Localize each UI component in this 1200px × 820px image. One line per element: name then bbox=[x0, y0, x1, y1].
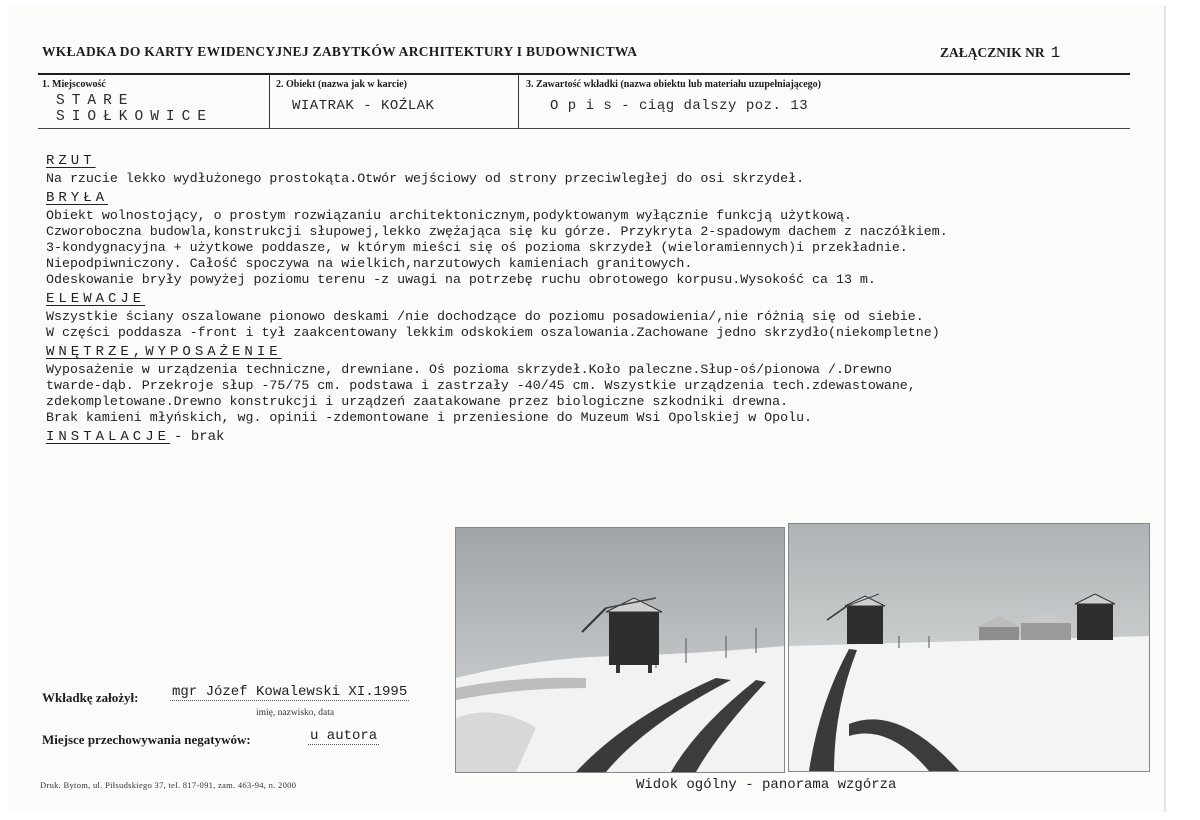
photo-windmill-right-image bbox=[789, 524, 1149, 771]
founder-label: Wkładkę założył: bbox=[42, 690, 139, 705]
section-title-wnetrze: WNĘTRZE,WYPOSAŻENIE bbox=[46, 344, 282, 360]
field-separator bbox=[518, 74, 519, 128]
locality-line-2: SIOŁKOWICE bbox=[56, 109, 214, 125]
field-separator bbox=[269, 74, 270, 128]
section-title-instalacje: INSTALACJE bbox=[46, 429, 171, 445]
negatives-label: Miejsce przechowywania negatywów: bbox=[42, 732, 251, 747]
text-line: Odeskowanie bryły powyżej poziomu terenu -z uwagi na potrzebę ruchu obrotowego korpusu.Wysokość ca 13 m. bbox=[46, 272, 876, 287]
photo-windmill-left bbox=[455, 527, 785, 773]
text-line: zdekompletowane.Drewno konstrukcji i urządzeń zaatakowane przez biologiczne szkodniki drewna. bbox=[46, 394, 789, 409]
text-line: Czworoboczna budowla,konstrukcji słupowej,lekko zwężająca się ku górze. Przykryta 2-spadowym dachem z naczółkiem. bbox=[46, 224, 948, 239]
photo-caption: Widok ogólny - panorama wzgórza bbox=[636, 777, 897, 793]
instalacje-value: - brak bbox=[174, 429, 225, 445]
field-label-content: 3. Zawartość wkładki (nazwa obiektu lub materiału uzupełniającego) bbox=[526, 79, 822, 90]
field-label-object: 2. Obiekt (nazwa jak w karcie) bbox=[276, 79, 407, 90]
photo-windmill-right bbox=[788, 523, 1150, 772]
founder-hint: imię, nazwisko, data bbox=[256, 708, 335, 718]
content-value: O p i s - ciąg dalszy poz. 13 bbox=[550, 98, 809, 114]
text-line: 3-kondygnacyjna + użytkowe poddasze, w którym mieści się oś pozioma skrzydeł (wieloramiennych)i przekładnie. bbox=[46, 240, 908, 255]
windmill-icon bbox=[1075, 594, 1115, 640]
text-line: Niepodpiwniczony. Całość spoczywa na wielkich,narzutowych kamieniach granitowych. bbox=[46, 256, 693, 271]
founder-value: mgr Józef Kowalewski XI.1995 bbox=[172, 684, 408, 700]
section-title-bryla: BRYŁA bbox=[46, 190, 109, 206]
negatives-value: u autora bbox=[310, 728, 378, 744]
form-title: WKŁADKA DO KARTY EWIDENCYJNEJ ZABYTKÓW ARCHITEKTURY I BUDOWNICTWA bbox=[42, 44, 638, 59]
annex-number: 1 bbox=[1050, 44, 1061, 62]
annex-label bbox=[940, 44, 1060, 62]
field-label-locality: 1. Miejscowość bbox=[42, 79, 106, 90]
description-body bbox=[46, 150, 1164, 447]
section-title-elewacje: ELEWACJE bbox=[46, 291, 146, 307]
locality-line-1: STARE bbox=[56, 93, 135, 109]
rzut-text bbox=[46, 171, 1164, 187]
header-top-rule bbox=[38, 73, 1130, 75]
annex-label-text: ZAŁĄCZNIK NR bbox=[940, 45, 1045, 60]
object-value: WIATRAK - KOŹLAK bbox=[292, 98, 435, 114]
text-line: Wszystkie ściany oszalowane pionowo deskami /nie dochodzące do poziomu posadowienia/,nie różnią się od siebie. bbox=[46, 309, 924, 324]
text-line: Wyposażenie w urządzenia techniczne, drewniane. Oś pozioma skrzydeł.Koło paleczne.Słup-oś/pionowa /.Drewno bbox=[46, 362, 892, 377]
photo-windmill-left-image bbox=[456, 528, 784, 772]
text-line: twarde-dąb. Przekroje słup -75/75 cm. podstawa i zastrzały -40/45 cm. Wszystkie urządzenia tech.zdewastowane, bbox=[46, 378, 916, 393]
header-bottom-rule bbox=[38, 128, 1130, 129]
text-line: Brak kamieni młyńskich, wg. opinii -zdemontowane i przeniesione do Muzeum Wsi Opolskiej w Opolu. bbox=[46, 410, 813, 425]
elewacje-text bbox=[46, 309, 1164, 341]
wnetrze-text bbox=[46, 362, 1164, 426]
text-line: W części poddasza -front i tył zaakcentowany lekkim odskokiem oszalowania.Zachowane jedno skrzydło(niekompletne) bbox=[46, 325, 940, 340]
section-title-instalacje-row bbox=[46, 428, 1164, 447]
printer-imprint: Druk. Bytom, ul. Piłsudskiego 37, tel. 817-091, zam. 463-94, n. 2000 bbox=[40, 780, 297, 790]
section-title-rzut: RZUT bbox=[46, 153, 96, 169]
text-line: Obiekt wolnostojący, o prostym rozwiązaniu architektonicznym,podyktowanym wyłącznie funkcją użytkową. bbox=[46, 208, 852, 223]
text-line: Na rzucie lekko wydłużonego prostokąta.Otwór wejściowy od strony przeciwległej do osi skrzydeł. bbox=[46, 171, 805, 186]
locality-value bbox=[56, 93, 213, 125]
bryla-text bbox=[46, 208, 1164, 288]
